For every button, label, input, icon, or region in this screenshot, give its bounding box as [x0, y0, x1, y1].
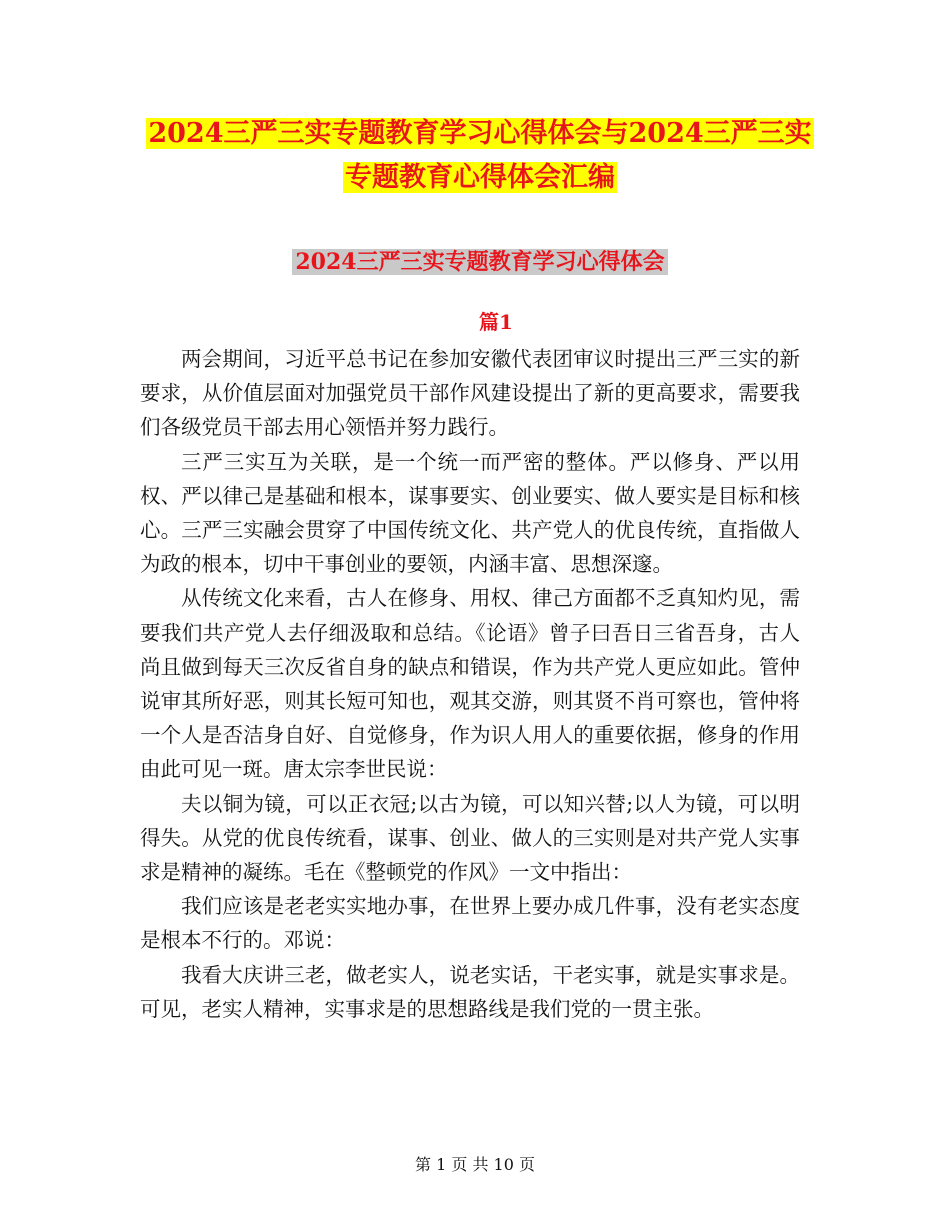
main-title [130, 112, 830, 200]
page-footer: 第 1 页 共 10 页 [415, 1155, 535, 1174]
main-title-line-1: 2024三严三实专题教育学习心得体会与2024三严三实 [148, 118, 812, 149]
subtitle-text: 2024三严三实专题教育学习心得体会 [292, 249, 667, 275]
main-title-line-2: 专题教育心得体会汇编 [345, 162, 615, 193]
paragraph: 我看大庆讲三老，做老实人，说老实话，干老实事，就是实事求是。可见，老实人精神，实事求是的思想路线是我们党的一贯主张。 [140, 962, 800, 1021]
subtitle [130, 244, 830, 280]
section-label: 篇1 [479, 310, 513, 334]
paragraph: 夫以铜为镜，可以正衣冠;以古为镜，可以知兴替;以人为镜，可以明得失。从党的优良传统看，谋事、创业、做人的三实则是对共产党人实事求是精神的凝练。毛在《整顿党的作风》一文中指出： [140, 791, 800, 885]
paragraph: 三严三实互为关联，是一个统一而严密的整体。严以修身、严以用权、严以律己是基础和根本，谋事要实、创业要实、做人要实是目标和核心。三严三实融会贯穿了中国传统文化、共产党人的优良传统，直指做人为政的根本，切中干事创业的要领，内涵丰富、思想深邃。 [140, 449, 800, 577]
paragraph: 我们应该是老老实实地办事，在世界上要办成几件事，没有老实态度是根本不行的。邓说： [140, 894, 800, 953]
body-text [140, 342, 800, 1026]
paragraph: 从传统文化来看，古人在修身、用权、律己方面都不乏真知灼见，需要我们共产党人去仔细汲取和总结。《论语》曾子曰吾日三省吾身，古人尚且做到每天三次反省自身的缺点和错误，作为共产党人更应如此。管仲说审其所好恶，则其长短可知也，观其交游，则其贤不肖可察也，管仲将一个人是否洁身自好、自觉修身，作为识人用人的重要依据，修身的作用由此可见一斑。唐太宗李世民说： [140, 586, 800, 782]
paragraph: 两会期间，习近平总书记在参加安徽代表团审议时提出三严三实的新要求，从价值层面对加强党员干部作风建设提出了新的更高要求，需要我们各级党员干部去用心领悟并努力践行。 [140, 347, 800, 440]
